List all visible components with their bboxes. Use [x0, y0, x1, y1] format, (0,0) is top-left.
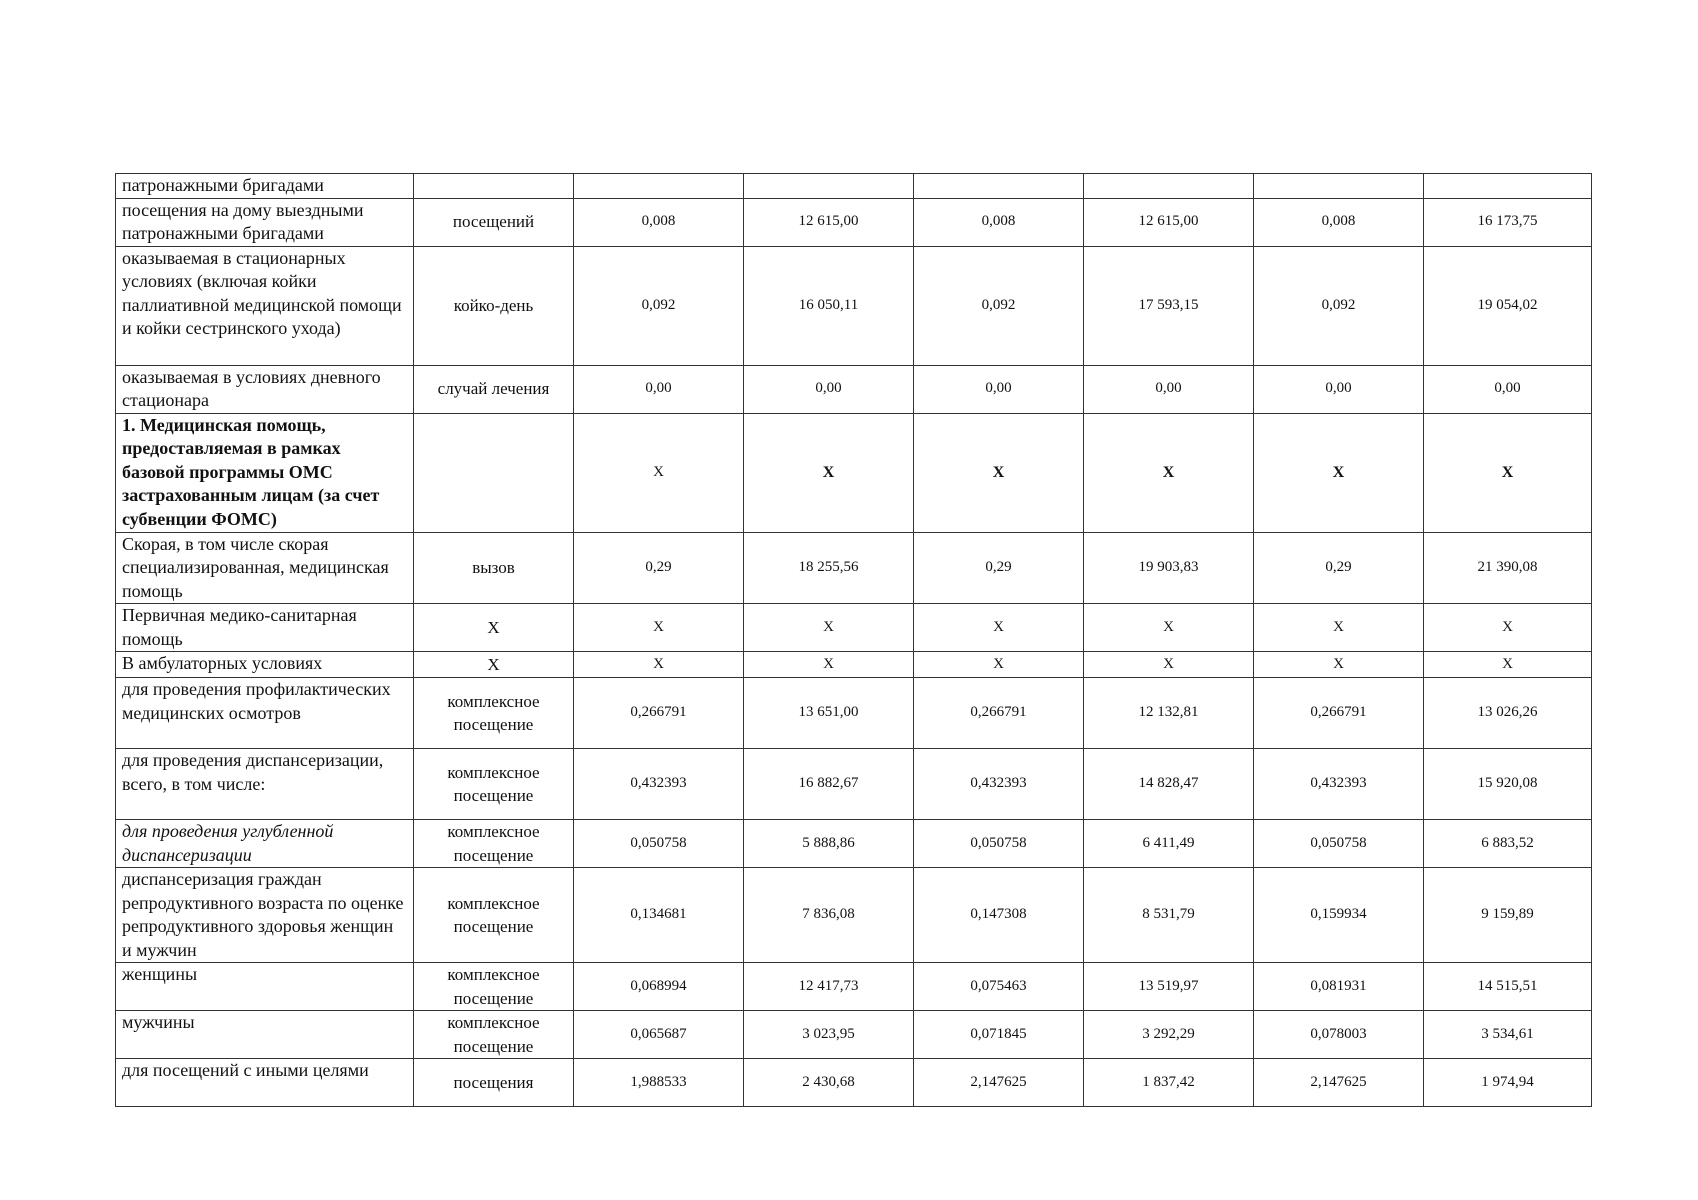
unit-cell: комплексное посещение — [414, 749, 574, 820]
value-cell — [574, 174, 744, 199]
value-cell: Х — [744, 652, 914, 678]
value-cell: Х — [1084, 652, 1254, 678]
value-cell: 3 534,61 — [1424, 1011, 1592, 1059]
row-label: Первичная медико-санитарная помощь — [116, 604, 414, 652]
table-row — [116, 963, 1592, 1011]
value-cell: 12 417,73 — [744, 963, 914, 1011]
row-label: посещения на дому выездными патронажными бригадами — [116, 198, 414, 246]
unit-cell: Х — [414, 604, 574, 652]
table-row — [116, 820, 1592, 868]
value-cell: Х — [1254, 413, 1424, 532]
row-label: диспансеризация граждан репродуктивного возраста по оценке репродуктивного здоровья женщин и мужчин — [116, 868, 414, 963]
value-cell: 0,266791 — [574, 678, 744, 749]
value-cell: Х — [1424, 652, 1592, 678]
table-row — [116, 532, 1592, 604]
value-cell: 0,065687 — [574, 1011, 744, 1059]
value-cell: 12 615,00 — [744, 198, 914, 246]
value-cell: 0,147308 — [914, 868, 1084, 963]
table-row — [116, 749, 1592, 820]
value-cell: Х — [1084, 604, 1254, 652]
value-cell: 0,078003 — [1254, 1011, 1424, 1059]
row-label: оказываемая в стационарных условиях (включая койки паллиативной медицинской помощи и койки сестринского ухода) — [116, 246, 414, 365]
value-cell: 21 390,08 — [1424, 532, 1592, 604]
value-cell: 2,147625 — [914, 1059, 1084, 1107]
row-label: для проведения диспансеризации, всего, в том числе: — [116, 749, 414, 820]
value-cell: 2 430,68 — [744, 1059, 914, 1107]
value-cell: Х — [744, 413, 914, 532]
value-cell: Х — [914, 604, 1084, 652]
row-label: Скорая, в том числе скорая специализированная, медицинская помощь — [116, 532, 414, 604]
value-cell — [1254, 174, 1424, 199]
value-cell: 0,432393 — [574, 749, 744, 820]
value-cell: 15 920,08 — [1424, 749, 1592, 820]
value-cell — [744, 174, 914, 199]
unit-cell: посещения — [414, 1059, 574, 1107]
value-cell: Х — [1254, 652, 1424, 678]
value-cell: Х — [914, 413, 1084, 532]
value-cell: Х — [574, 652, 744, 678]
value-cell: 0,00 — [1084, 365, 1254, 413]
unit-cell: Х — [414, 652, 574, 678]
row-label: патронажными бригадами — [116, 174, 414, 199]
value-cell: 0,159934 — [1254, 868, 1424, 963]
unit-cell: комплексное посещение — [414, 1011, 574, 1059]
value-cell: 2,147625 — [1254, 1059, 1424, 1107]
value-cell: 0,00 — [574, 365, 744, 413]
value-cell: 0,266791 — [1254, 678, 1424, 749]
value-cell: 0,050758 — [574, 820, 744, 868]
value-cell: Х — [1254, 604, 1424, 652]
unit-cell: вызов — [414, 532, 574, 604]
value-cell: 0,00 — [914, 365, 1084, 413]
value-cell: 12 132,81 — [1084, 678, 1254, 749]
value-cell: 14 828,47 — [1084, 749, 1254, 820]
table-row — [116, 413, 1592, 532]
value-cell: 0,432393 — [1254, 749, 1424, 820]
value-cell: 0,050758 — [914, 820, 1084, 868]
value-cell: Х — [1424, 413, 1592, 532]
unit-cell: койко-день — [414, 246, 574, 365]
data-table — [115, 173, 1592, 1107]
table-row — [116, 604, 1592, 652]
value-cell: 0,00 — [1424, 365, 1592, 413]
value-cell: 0,008 — [1254, 198, 1424, 246]
value-cell: 0,00 — [1254, 365, 1424, 413]
value-cell: 13 651,00 — [744, 678, 914, 749]
value-cell: Х — [574, 413, 744, 532]
value-cell: 0,29 — [914, 532, 1084, 604]
value-cell: 0,092 — [914, 246, 1084, 365]
value-cell — [914, 174, 1084, 199]
row-label: для проведения профилактических медицинских осмотров — [116, 678, 414, 749]
value-cell: 16 882,67 — [744, 749, 914, 820]
value-cell: 19 903,83 — [1084, 532, 1254, 604]
table-row — [116, 365, 1592, 413]
value-cell: 16 050,11 — [744, 246, 914, 365]
table-row — [116, 652, 1592, 678]
unit-cell — [414, 413, 574, 532]
value-cell: 0,29 — [574, 532, 744, 604]
value-cell: 6 883,52 — [1424, 820, 1592, 868]
value-cell: 0,092 — [1254, 246, 1424, 365]
table-row — [116, 1059, 1592, 1107]
value-cell: 0,432393 — [914, 749, 1084, 820]
value-cell: 13 026,26 — [1424, 678, 1592, 749]
unit-cell: случай лечения — [414, 365, 574, 413]
row-label: мужчины — [116, 1011, 414, 1059]
value-cell: 0,00 — [744, 365, 914, 413]
row-label: для посещений с иными целями — [116, 1059, 414, 1107]
row-label: женщины — [116, 963, 414, 1011]
value-cell: 18 255,56 — [744, 532, 914, 604]
value-cell: 3 292,29 — [1084, 1011, 1254, 1059]
unit-cell: комплексное посещение — [414, 868, 574, 963]
value-cell: 1,988533 — [574, 1059, 744, 1107]
value-cell: Х — [1424, 604, 1592, 652]
value-cell — [1084, 174, 1254, 199]
value-cell: 1 837,42 — [1084, 1059, 1254, 1107]
value-cell: 0,071845 — [914, 1011, 1084, 1059]
row-label: для проведения углубленной диспансеризации — [116, 820, 414, 868]
value-cell: 6 411,49 — [1084, 820, 1254, 868]
table-row — [116, 174, 1592, 199]
value-cell: 0,068994 — [574, 963, 744, 1011]
value-cell: 0,075463 — [914, 963, 1084, 1011]
row-label: В амбулаторных условиях — [116, 652, 414, 678]
value-cell: 8 531,79 — [1084, 868, 1254, 963]
value-cell: 16 173,75 — [1424, 198, 1592, 246]
value-cell: 0,050758 — [1254, 820, 1424, 868]
value-cell: 1 974,94 — [1424, 1059, 1592, 1107]
value-cell: 0,081931 — [1254, 963, 1424, 1011]
unit-cell — [414, 174, 574, 199]
value-cell: 12 615,00 — [1084, 198, 1254, 246]
value-cell: 0,092 — [574, 246, 744, 365]
value-cell: 19 054,02 — [1424, 246, 1592, 365]
row-label: 1. Медицинская помощь, предоставляемая в рамках базовой программы ОМС застрахованным лицам (за счет субвенции ФОМС) — [116, 413, 414, 532]
unit-cell: комплексное посещение — [414, 963, 574, 1011]
unit-cell: посещений — [414, 198, 574, 246]
value-cell: 0,266791 — [914, 678, 1084, 749]
table-row — [116, 198, 1592, 246]
table-row — [116, 678, 1592, 749]
value-cell: 0,29 — [1254, 532, 1424, 604]
value-cell: 9 159,89 — [1424, 868, 1592, 963]
value-cell: 0,134681 — [574, 868, 744, 963]
unit-cell: комплексное посещение — [414, 820, 574, 868]
value-cell: Х — [914, 652, 1084, 678]
value-cell: 0,008 — [574, 198, 744, 246]
value-cell: 3 023,95 — [744, 1011, 914, 1059]
value-cell: 0,008 — [914, 198, 1084, 246]
value-cell — [1424, 174, 1592, 199]
row-label: оказываемая в условиях дневного стационара — [116, 365, 414, 413]
value-cell: 17 593,15 — [1084, 246, 1254, 365]
unit-cell: комплексное посещение — [414, 678, 574, 749]
value-cell: Х — [574, 604, 744, 652]
value-cell: 7 836,08 — [744, 868, 914, 963]
value-cell: Х — [1084, 413, 1254, 532]
table-row — [116, 868, 1592, 963]
value-cell: 14 515,51 — [1424, 963, 1592, 1011]
value-cell: 13 519,97 — [1084, 963, 1254, 1011]
table-row — [116, 246, 1592, 365]
table-row — [116, 1011, 1592, 1059]
value-cell: 5 888,86 — [744, 820, 914, 868]
value-cell: Х — [744, 604, 914, 652]
